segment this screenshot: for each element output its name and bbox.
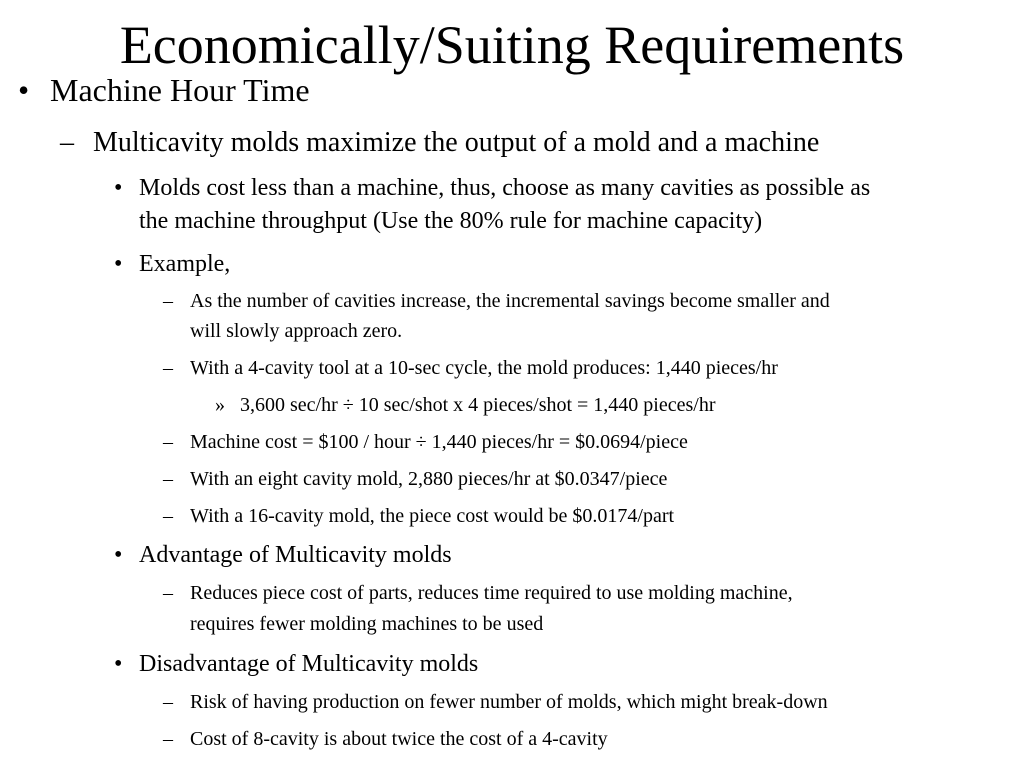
bullet-dash: – [163, 290, 173, 312]
bullet-dot: • [114, 175, 123, 201]
bullet-dash: – [163, 505, 173, 527]
bullet-dot: • [114, 251, 123, 277]
detail-advantage-line-1: Reduces piece cost of parts, reduces time required to use molding machine, [190, 582, 793, 604]
point-advantage: Advantage of Multicavity molds [139, 542, 452, 568]
detail-4-cavity-tool: With a 4-cavity tool at a 10-sec cycle, the mold produces: 1,440 pieces/hr [190, 357, 778, 379]
detail-incremental-savings-line-1: As the number of cavities increase, the incremental savings become smaller and [190, 290, 830, 312]
detail-incremental-savings-line-2: will slowly approach zero. [190, 320, 403, 342]
detail-advantage-line-2: requires fewer molding machines to be used [190, 613, 544, 635]
point-disadvantage: Disadvantage of Multicavity molds [139, 651, 479, 677]
sub-multicavity-output: Multicavity molds maximize the output of a mold and a machine [93, 127, 820, 158]
detail-16-cavity: With a 16-cavity mold, the piece cost would be $0.0174/part [190, 505, 675, 527]
point-molds-cost-line-2: the machine throughput (Use the 80% rule for machine capacity) [139, 208, 763, 234]
detail-risk-fewer-molds: Risk of having production on fewer number of molds, which might break-down [190, 691, 828, 713]
bullet-dash: – [163, 691, 173, 713]
slide-title: Economically/Suiting Requirements [119, 15, 905, 75]
detail-machine-cost: Machine cost = $100 / hour ÷ 1,440 pieces/hr = $0.0694/piece [190, 431, 688, 453]
detail-eight-cavity: With an eight cavity mold, 2,880 pieces/hr at $0.0347/piece [190, 468, 668, 490]
bullet-raquo: » [215, 394, 225, 416]
bullet-machine-hour-time: Machine Hour Time [50, 72, 310, 108]
calc-pieces-per-hour: 3,600 sec/hr ÷ 10 sec/shot x 4 pieces/shot = 1,440 pieces/hr [240, 394, 716, 416]
bullet-dash: – [163, 582, 173, 604]
point-molds-cost-line-1: Molds cost less than a machine, thus, choose as many cavities as possible as [139, 175, 871, 201]
bullet-dash: – [60, 127, 74, 158]
bullet-dash: – [163, 357, 173, 379]
bullet-dot: • [114, 542, 123, 568]
bullet-dash: – [163, 728, 173, 750]
point-example: Example, [139, 251, 231, 277]
detail-8-cavity-cost: Cost of 8-cavity is about twice the cost of a 4-cavity [190, 728, 608, 750]
bullet-dot: • [18, 72, 30, 108]
bullet-dash: – [163, 431, 173, 453]
bullet-dot: • [114, 651, 123, 677]
bullet-dash: – [163, 468, 173, 490]
